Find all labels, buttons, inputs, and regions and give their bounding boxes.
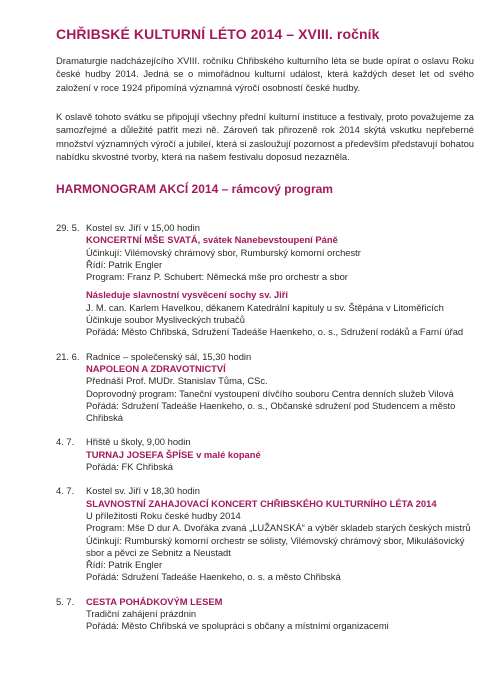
event-detail: Řídí: Patrik Engler xyxy=(86,559,163,571)
event-date: 4. 7. xyxy=(56,485,75,497)
event-detail: Účinkují: Rumburský komorní orchestr se sólisty, Vilémovský chrámový sbor, Mikulášovický sbor a pěvci ze Sebnitz a Neustadt xyxy=(86,534,465,558)
event-item xyxy=(56,351,476,425)
event-detail: Doprovodný program: Taneční vystoupení dívčího souboru Centra denních služeb Vilová xyxy=(86,387,454,399)
intro-paragraph-1: Dramaturgie nadcházejícího XVIII. ročníku Chřibského kulturního léta se bude opírat o oslavu Roku české hudby 2014. Jedná se o mimořádnou kulturní událost, která každých deset let od svého založení v roce 1924 připomíná významná výročí osobností české hudby. xyxy=(56,55,474,93)
event-date: 21. 6. xyxy=(56,350,80,362)
event-detail: Tradiční zahájení prázdnin xyxy=(86,608,197,620)
event-detail: Program: Mše D dur A. Dvořáka zvaná „LUŽANSKÁ“ a výběr skladeb starých českých mistrů xyxy=(86,522,471,534)
event-detail: Účinkuje soubor Mysliveckých trubačů xyxy=(86,314,245,326)
event-sub-name: Následuje slavnostní vysvěcení sochy sv. Jiří xyxy=(86,289,289,301)
event-detail: Program: Franz P. Schubert: Německá mše pro orchestr a sbor xyxy=(86,271,348,283)
event-detail: Pořádá: Sdružení Tadeáše Haenkeho, o. s. a město Chřibská xyxy=(86,571,341,583)
event-detail: Pořádá: Sdružení Tadeáše Haenkeho, o. s., Občanské sdružení pod Studencem a město Chřibská xyxy=(86,399,456,424)
event-detail: Pořádá: Město Chřibská, Sdružení Tadeáše Haenkeho, o. s., Sdružení rodáků a Farní úřad xyxy=(86,326,464,338)
event-place: Hřiště u školy, 9,00 hodin xyxy=(86,436,191,448)
event-detail: Pořádá: Město Chřibská ve spolupráci s občany a místními organizacemi xyxy=(86,620,389,632)
event-detail: Účinkují: Vilémovský chrámový sbor, Rumburský komorní orchestr xyxy=(86,246,361,258)
events-list xyxy=(56,222,476,645)
event-date: 29. 5. xyxy=(56,222,80,233)
event-item xyxy=(56,222,476,339)
event-name: SLAVNOSTNÍ ZAHAJOVACÍ KONCERT CHŘIBSKÉHO KULTURNÍHO LÉTA 2014 xyxy=(86,497,437,509)
event-place: Radnice – společenský sál, 15,30 hodin xyxy=(86,350,252,362)
event-detail: U příležitosti Roku české hudby 2014 xyxy=(86,509,241,521)
event-place: Kostel sv. Jiří v 18,30 hodin xyxy=(86,485,200,497)
event-detail: Pořádá: FK Chřibská xyxy=(86,461,174,473)
event-item xyxy=(56,485,476,583)
event-detail: Řídí: Patrik Engler xyxy=(86,258,163,270)
event-item xyxy=(56,596,476,633)
event-detail: Přednáší Prof. MUDr. Stanislav Tůma, CSc. xyxy=(86,375,268,387)
event-name: CESTA POHÁDKOVÝM LESEM xyxy=(86,595,223,607)
intro-paragraph-2: K oslavě tohoto svátku se připojují všechny přední kulturní instituce a festivaly, proto považujeme za samozřejmé a důležité patřit mezi ně. Zároveň tak přirozeně rok 2014 skýtá vskutku nepřeberné množství významných výročí a jubileí, která si zasloužují pozornost a především představují bohatou nabídku skvostné tvorby, která na našem festivalu doposud nezazněla. xyxy=(56,111,474,163)
event-place: Kostel sv. Jiří v 15,00 hodin xyxy=(86,222,200,233)
page-title: CHŘIBSKÉ KULTURNÍ LÉTO 2014 – XVIII. ročník xyxy=(56,26,380,42)
event-date: 5. 7. xyxy=(56,595,75,607)
harmonogram-title: HARMONOGRAM AKCÍ 2014 – rámcový program xyxy=(56,182,333,196)
event-date: 4. 7. xyxy=(56,436,75,448)
event-name: TURNAJ JOSEFA ŠPÍSE v malé kopané xyxy=(86,448,261,460)
event-name: NAPOLEON A ZDRAVOTNICTVÍ xyxy=(86,362,226,374)
event-item xyxy=(56,436,476,473)
event-name: KONCERTNÍ MŠE SVATÁ, svátek Nanebevstoupení Páně xyxy=(86,234,338,246)
event-detail: J. M. can. Karlem Havelkou, děkanem Katedrální kapituly u sv. Štěpána v Litoměřicích xyxy=(86,301,444,313)
